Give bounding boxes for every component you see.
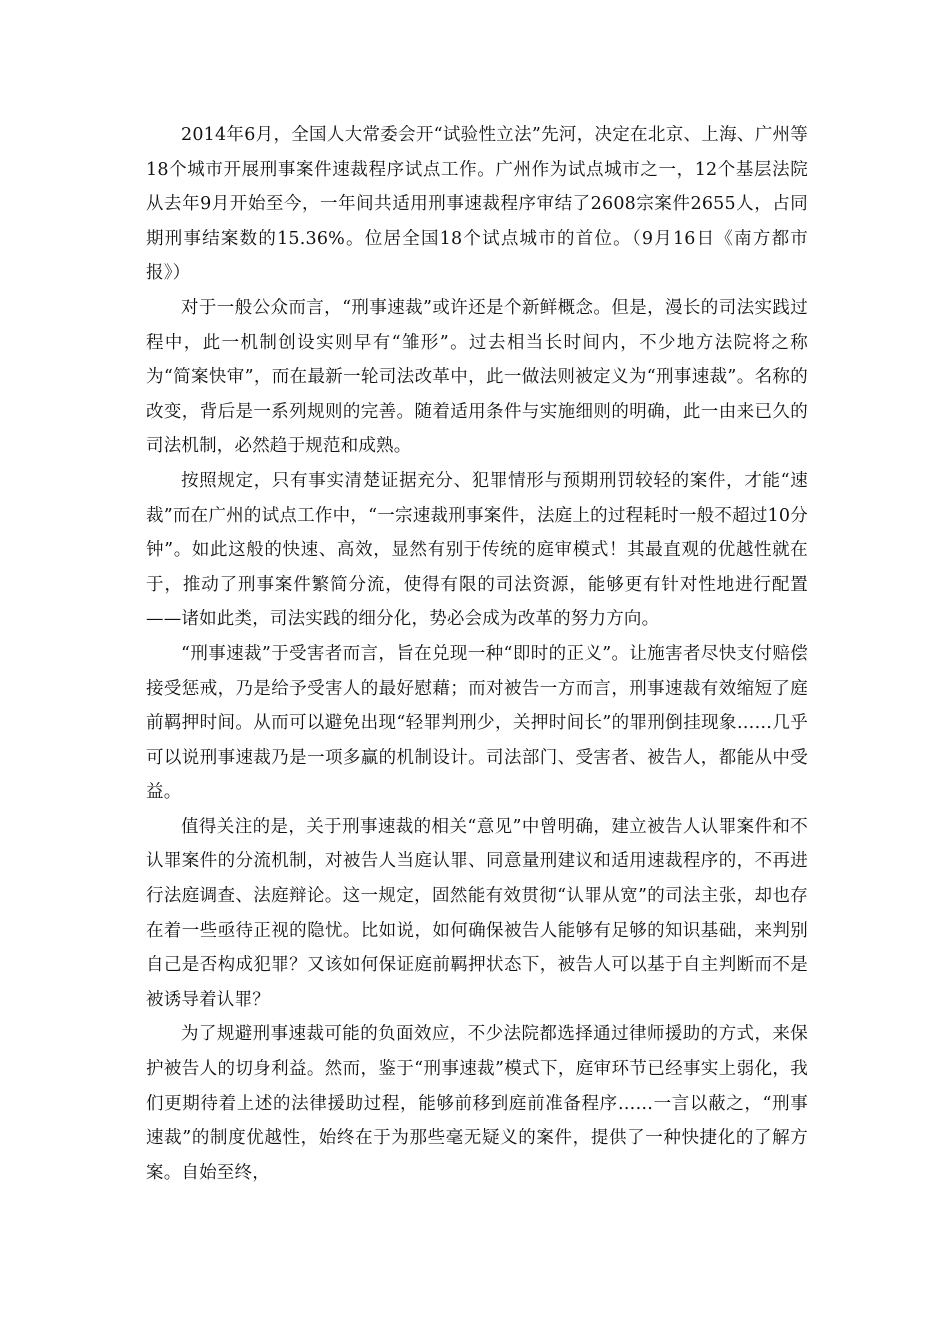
paragraph-5: 值得关注的是，关于刑事速裁的相关“意见”中曾明确，建立被告人认罪案件和不认罪案件的分流机制，对被告人当庭认罪、同意量刑建议和适用速裁程序的，不再进行法庭调查、法庭辩论。这一规定，固然能有效贯彻“认罪从宽”的司法主张，却也存在着一些亟待正视的隐忧。比如说，如何确保被告人能够有足够的知识基础，来判别自己是否构成犯罪？又该如何保证庭前羁押状态下，被告人可以基于自主判断而不是被诱导着认罪？ xyxy=(146,816,808,1010)
paragraph-6: 为了规避刑事速裁可能的负面效应，不少法院都选择通过律师援助的方式，来保护被告人的切身利益。然而，鉴于“刑事速裁”模式下，庭审环节已经事实上弱化，我们更期待着上述的法律援助过程，能够前移到庭前准备程序……一言以蔽之，“刑事速裁”的制度优越性，始终在于为那些毫无疑义的案件，提供了一种快捷化的了解方案。自始至终， xyxy=(146,1024,808,1183)
paragraph-2: 对于一般公众而言，“刑事速裁”或许还是个新鲜概念。但是，漫长的司法实践过程中，此一机制创设实则早有“雏形”。过去相当长时间内，不少地方法院将之称为“简案快审”，而在最新一轮司法改革中，此一做法则被定义为“刑事速裁”。名称的改变，背后是一系列规则的完善。随着适用条件与实施细则的明确，此一由来已久的司法机制，必然趋于规范和成熟。 xyxy=(146,297,808,457)
paragraph-1: 2014年6月，全国人大常委会开“试验性立法”先河，决定在北京、上海、广州等18个城市开展刑事案件速裁程序试点工作。广州作为试点城市之一，12个基层法院从去年9月开始至今，一年间共适用刑事速裁程序审结了2608宗案件2655人，占同期刑事结案数的15.36%。位居全国18个试点城市的首位。（9月16日《南方都市报》） xyxy=(146,125,808,284)
paragraph-3: 按照规定，只有事实清楚证据充分、犯罪情形与预期刑罚较轻的案件，才能“速裁”而在广州的试点工作中，“一宗速裁刑事案件，法庭上的过程耗时一般不超过10分钟”。如此这般的快速、高效，显然有别于传统的庭审模式！其最直观的优越性就在于，推动了刑事案件繁简分流，使得有限的司法资源，能够更有针对性地进行配置——诸如此类，司法实践的细分化，势必会成为改革的努力方向。 xyxy=(146,470,808,630)
paragraph-4: “刑事速裁”于受害者而言，旨在兑现一种“即时的正义”。让施害者尽快支付赔偿接受惩戒，乃是给予受害人的最好慰藉；而对被告一方而言，刑事速裁有效缩短了庭前羁押时间。从而可以避免出现“轻罪判刑少，关押时间长”的罪刑倒挂现象……几乎可以说刑事速裁乃是一项多赢的机制设计。司法部门、受害者、被告人，都能从中受益。 xyxy=(146,643,808,803)
